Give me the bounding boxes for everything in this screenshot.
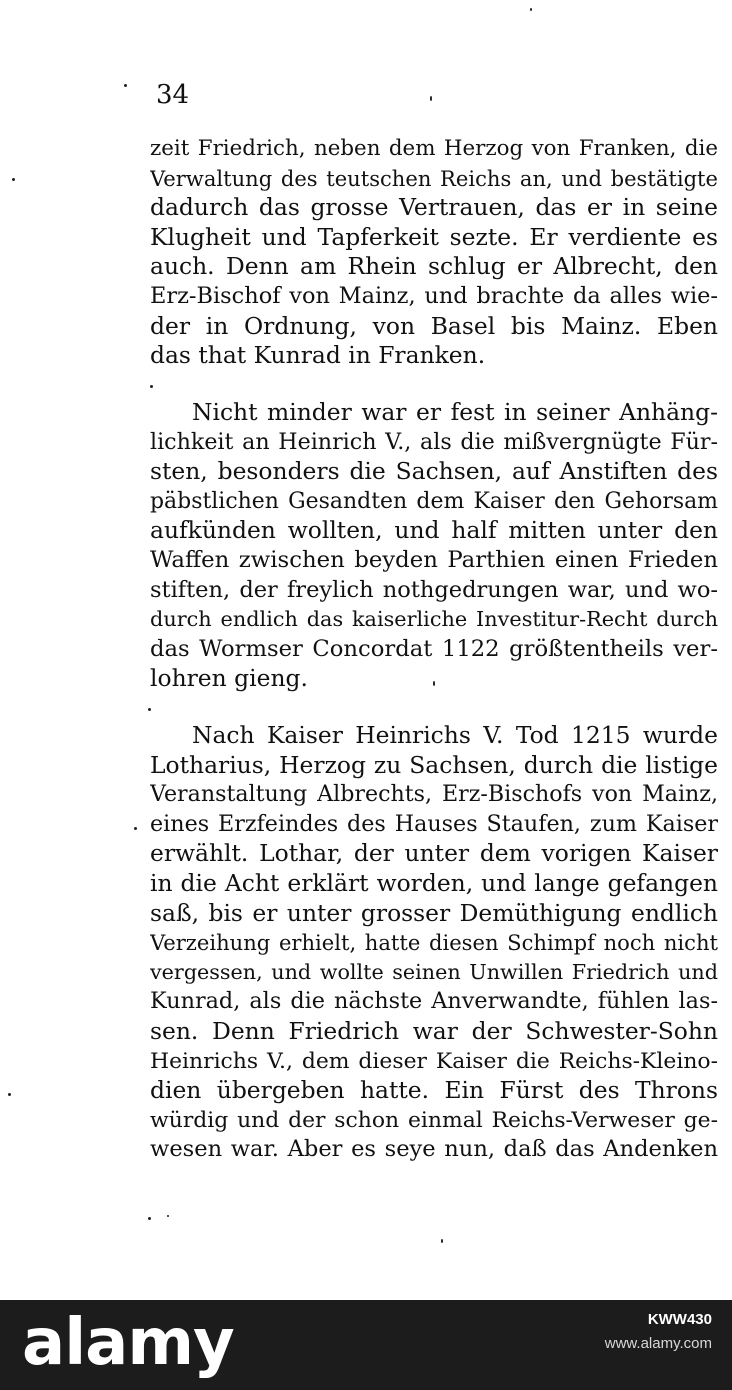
- scan-speck: [430, 96, 432, 101]
- text-line: lichkeit an Heinrich V., als die mißvergnügte Für-: [150, 428, 718, 455]
- text-line: eines Erzfeindes des Hauses Staufen, zum Kaiser: [150, 810, 718, 837]
- text-line: Kunrad, als die nächste Anverwandte, fühlen las-: [150, 988, 718, 1015]
- image-id: KWW430: [647, 1311, 712, 1328]
- text-line: das Wormser Concordat 1122 größtentheils ver-: [150, 635, 718, 662]
- text-line: Heinrichs V., dem dieser Kaiser die Reichs-Kleino-: [150, 1048, 718, 1074]
- text-line: lohren gieng.: [150, 664, 308, 693]
- text-line: Waffen zwischen beyden Parthien einen Frieden: [150, 546, 718, 573]
- text-line: saß, bis er unter grosser Demüthigung endlich: [150, 898, 718, 927]
- text-line: würdig und der schon einmal Reichs-Verweser ge-: [150, 1107, 718, 1133]
- scan-speck: [433, 681, 435, 686]
- text-line: erwählt. Lothar, der unter dem vorigen Kaiser: [150, 839, 718, 868]
- text-line: Veranstaltung Albrechts, Erz-Bischofs von Mainz,: [150, 781, 718, 808]
- text-line: zeit Friedrich, neben dem Herzog von Franken, die: [150, 136, 718, 161]
- scan-speck: [12, 178, 15, 181]
- text-line: dadurch das grosse Vertrauen, das er in seine: [150, 193, 718, 222]
- text-line: Nach Kaiser Heinrichs V. Tod 1215 wurde: [192, 721, 718, 749]
- site-url: www.alamy.com: [604, 1335, 712, 1352]
- scan-speck: [150, 385, 153, 388]
- text-line: Erz-Bischof von Mainz, und brachte da alles wie-: [150, 282, 718, 309]
- paragraph-2: [150, 398, 718, 694]
- paragraph-1: [150, 134, 718, 371]
- text-line: vergessen, und wollte seinen Unwillen Friedrich und: [150, 959, 718, 984]
- text-line: aufkünden wollten, und half mitten unter den: [150, 516, 718, 545]
- scan-speck: [167, 1215, 169, 1217]
- scan-speck: [148, 708, 151, 711]
- text-line: Nicht minder war er fest in seiner Anhäng-: [192, 398, 718, 426]
- text-line: Lotharius, Herzog zu Sachsen, durch die listige: [150, 750, 718, 779]
- scan-speck: [441, 1239, 443, 1243]
- brand-logo: alamy: [22, 1306, 234, 1380]
- watermark-footer: [0, 1300, 732, 1390]
- text-line: das that Kunrad in Franken.: [150, 341, 486, 370]
- scan-speck: [148, 1217, 151, 1220]
- scan-speck: [124, 84, 127, 87]
- text-line: wesen war. Aber es seye nun, daß das Andenken: [150, 1136, 718, 1163]
- text-line: in die Acht erklärt worden, und lange gefangen: [150, 868, 718, 897]
- text-line: Verwaltung des teutschen Reichs an, und bestätigte: [150, 165, 718, 191]
- page-number: 34: [156, 80, 190, 110]
- text-line: der in Ordnung, von Basel bis Mainz. Eben: [150, 311, 718, 340]
- paragraph-3: [150, 721, 718, 1165]
- image-info: [605, 1308, 712, 1356]
- scan-speck: [8, 1093, 11, 1096]
- text-line: stiften, der freylich nothgedrungen war, und wo-: [150, 576, 718, 603]
- text-line: päbstlichen Gesandten dem Kaiser den Gehorsam: [150, 488, 718, 514]
- text-line: Verzeihung erhielt, hatte diesen Schimpf noch nicht: [150, 930, 718, 956]
- text-line: sen. Denn Friedrich war der Schwester-Sohn: [150, 1016, 718, 1045]
- scan-speck: [530, 8, 532, 11]
- text-line: dien übergeben hatte. Ein Fürst des Throns: [150, 1076, 718, 1105]
- text-line: durch endlich das kaiserliche Investitur-Recht durch: [150, 607, 718, 632]
- text-line: auch. Denn am Rhein schlug er Albrecht, den: [150, 252, 718, 281]
- text-line: Klugheit und Tapferkeit sezte. Er verdiente es: [150, 222, 718, 251]
- scan-speck: [134, 827, 137, 830]
- text-line: sten, besonders die Sachsen, auf Anstiften des: [150, 457, 718, 486]
